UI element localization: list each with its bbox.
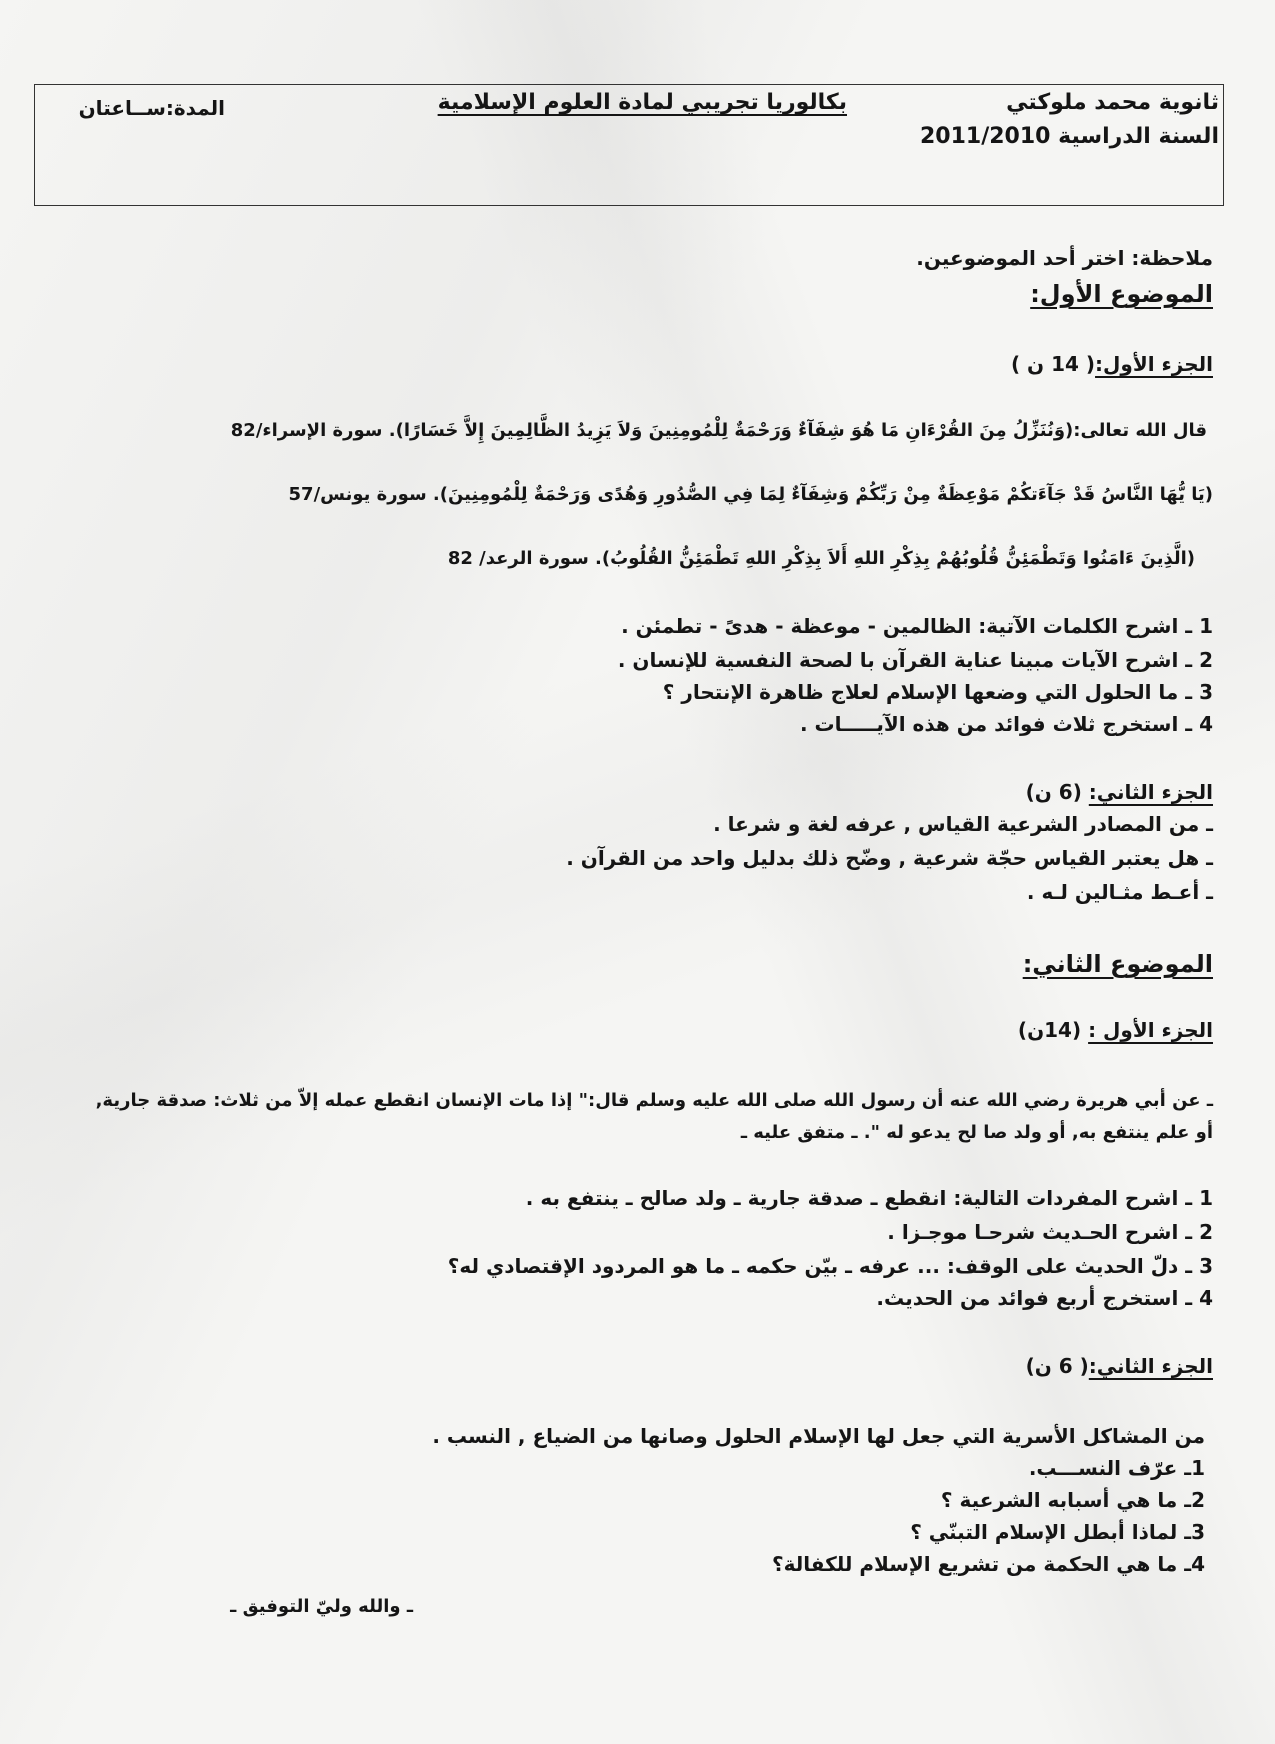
topic2-part2-question-2: 2ـ ما هي أسبابه الشرعية ؟	[940, 1488, 1205, 1512]
topic1-part2-title: الجزء الثاني:	[1088, 780, 1213, 804]
school-name: ثانوية محمد ملوكتي	[1006, 90, 1219, 115]
topic2-part2-question-4: 4ـ ما هي الحكمة من تشريع الإسلام للكفالة؟	[771, 1552, 1205, 1576]
topic2-part1-points: (14ن)	[1017, 1018, 1082, 1042]
topic1-title: الموضوع الأول:	[1030, 280, 1213, 308]
verse-yunus: (يَا يُّهَا النَّاسُ قَدْ جَآءَتكُمْ مَوْعِظَةٌ مِنْ رَبِّكُمْ وَشِفَآءٌ لِمَا فِي الصُّدُورِ وَهُدًى وَرَحْمَةٌ لِلْمُومِنِينَ). سورة يونس/57	[288, 484, 1213, 505]
closing-phrase: ـ والله وليّ التوفيق ـ	[230, 1596, 413, 1617]
verse-isra: قال الله تعالى:(وَنُنَزِّلُ مِنَ القُرْءَانِ مَا هُوَ شِفَآءٌ وَرَحْمَةٌ لِلْمُومِنِينَ وَلاَ يَزِيدُ الظَّالِمِينَ إِلاَّ خَسَارًا). سورة الإسراء/82	[230, 420, 1207, 441]
topic2-part2-intro: من المشاكل الأسرية التي جعل لها الإسلام الحلول وصانها من الضياع , النسب .	[432, 1424, 1205, 1448]
topic1-part1-question-1: 1 ـ اشرح الكلمات الآتية: الظالمين - موعظة - هدىً - تطمئن .	[621, 614, 1213, 638]
exam-duration: المدة:ســاعتان	[78, 96, 225, 120]
topic1-part1-question-2: 2 ـ اشرح الآيات مبينا عناية القرآن با لصحة النفسية للإنسان .	[617, 648, 1213, 672]
topic2-part2-title: الجزء الثاني:	[1088, 1354, 1213, 1378]
topic2-part1-title: الجزء الأول :	[1088, 1018, 1213, 1042]
topic1-part1-points: ( 14 ن )	[1010, 352, 1096, 376]
topic2-part1-heading	[1018, 1018, 1213, 1042]
topic1-part2-question-2: ـ هل يعتبر القياس حجّة شرعية , وضّح ذلك بدليل واحد من القرآن .	[566, 846, 1213, 870]
exam-note: ملاحظة: اختر أحد الموضوعين.	[916, 246, 1213, 270]
topic1-part1-title: الجزء الأول:	[1095, 352, 1213, 376]
topic2-part2-question-1: 1ـ عرّف النســـب.	[1028, 1456, 1205, 1480]
topic2-part2-heading	[1026, 1354, 1213, 1378]
topic2-part2-question-3: 3ـ لماذا أبطل الإسلام التبنّي ؟	[910, 1520, 1205, 1544]
topic1-part2-question-1: ـ من المصادر الشرعية القياس , عرفه لغة و شرعا .	[713, 812, 1213, 836]
verse-raad: (الَّذِينَ ءَامَنُوا وَتَطْمَئِنُّ قُلُوبُهُمْ بِذِكْرِ اللهِ أَلاَ بِذِكْرِ اللهِ تَطْمَئِنُّ القُلُوبُ). سورة الرعد/ 82	[447, 548, 1195, 569]
topic2-part2-points: ( 6 ن)	[1025, 1354, 1089, 1378]
exam-title: بكالوريا تجريبي لمادة العلوم الإسلامية	[437, 90, 847, 115]
topic1-part1-question-4: 4 ـ استخرج ثلاث فوائد من هذه الآيـــــات .	[799, 712, 1213, 736]
topic2-title: الموضوع الثاني:	[1022, 950, 1213, 978]
topic2-part1-question-4: 4 ـ استخرج أربع فوائد من الحديث.	[876, 1286, 1213, 1310]
topic1-part2-heading	[1026, 780, 1213, 804]
topic1-part2-points: (6 ن)	[1025, 780, 1082, 804]
topic1-part1-question-3: 3 ـ ما الحلول التي وضعها الإسلام لعلاج ظاهرة الإنتحار ؟	[662, 680, 1213, 704]
topic1-part1-heading	[1011, 352, 1213, 376]
topic2-part1-question-2: 2 ـ اشرح الحـديث شرحـا موجـزا .	[887, 1220, 1213, 1244]
school-year: السنة الدراسية 2011/2010	[919, 124, 1219, 149]
topic1-part2-question-3: ـ أعـط مثـالين لـه .	[1026, 880, 1213, 904]
topic2-part1-question-3: 3 ـ دلّ الحديث على الوقف: ... عرفه ـ بيّن حكمه ـ ما هو المردود الإقتصادي له؟	[447, 1254, 1213, 1278]
hadith-line-2: أو علم ينتفع به, أو ولد صا لح يدعو له ". ـ متفق عليه ـ	[740, 1122, 1213, 1143]
hadith-line-1: ـ عن أبي هريرة رضي الله عنه أن رسول الله صلى الله عليه وسلم قال:" إذا مات الإنسان انقطع عمله إلاّ من ثلاث: صدقة جارية,	[95, 1090, 1213, 1111]
topic2-part1-question-1: 1 ـ اشرح المفردات التالية: انقطع ـ صدقة جارية ـ ولد صالح ـ ينتفع به .	[525, 1186, 1213, 1210]
